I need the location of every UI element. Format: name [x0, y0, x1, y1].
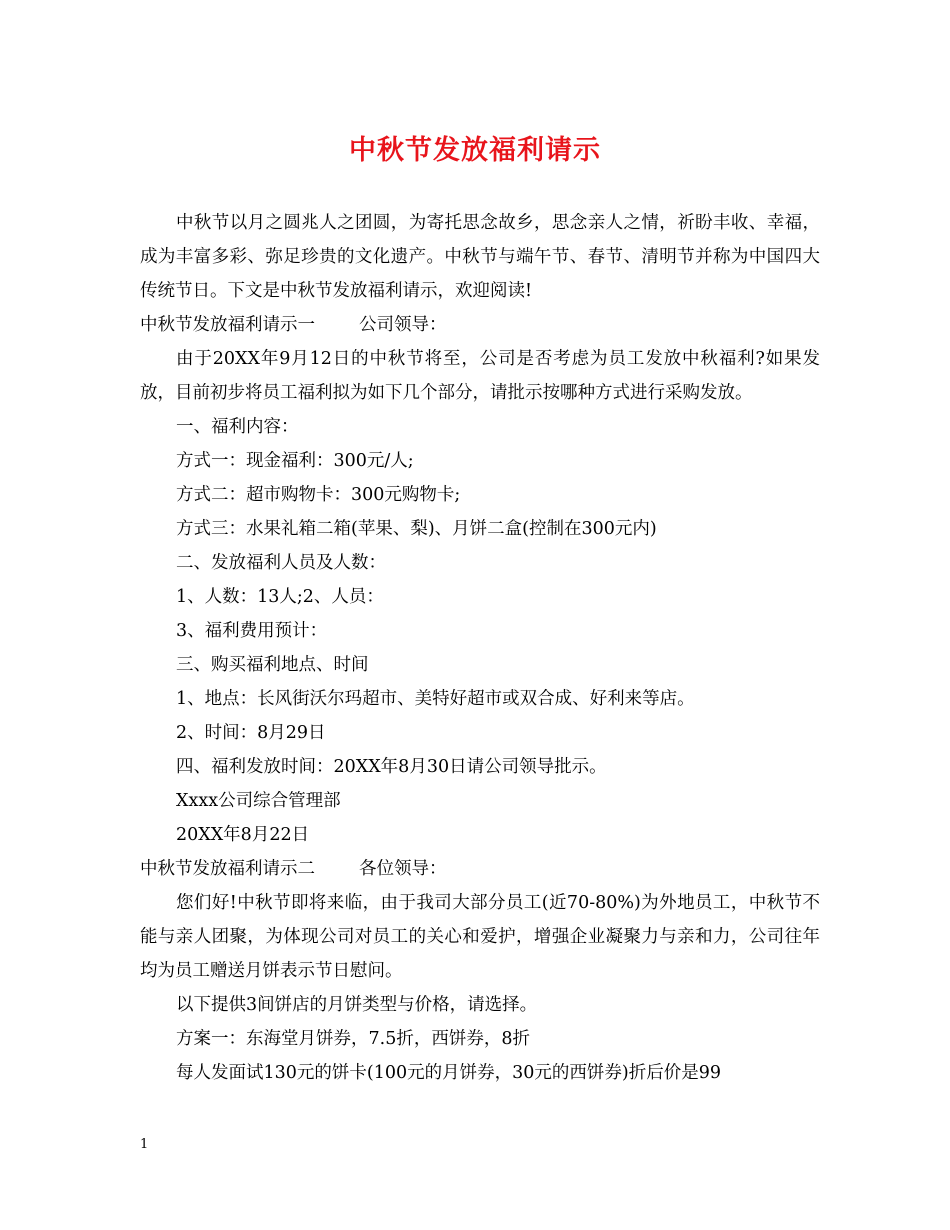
list-item: 二、发放福利人员及人数： [176, 553, 386, 573]
page-number: 1 [140, 1137, 149, 1152]
list-item: 一、福利内容： [176, 417, 299, 437]
section-1-heading-line [140, 308, 820, 342]
list-item: 四、福利发放时间：20XX年8月30日请公司领导批示。 [176, 757, 607, 777]
section-2-heading-line [140, 852, 820, 886]
section-2-heading: 中秋节发放福利请示二 [140, 859, 315, 879]
list-item: 三、购买福利地点、时间 [176, 655, 369, 675]
list-item: 以下提供3间饼店的月饼类型与价格，请选择。 [176, 995, 538, 1015]
section-1-salutation: 公司领导： [359, 315, 447, 335]
list-item: 1、地点：长风街沃尔玛超市、美特好超市或双合成、好利来等店。 [176, 689, 695, 709]
section-2-body: 您们好!中秋节即将来临，由于我司大部分员工(近70-80%)为外地员工，中秋节不能与亲人团聚，为体现公司对员工的关心和爱护，增强企业凝聚力与亲和力，公司往年均为员工赠送月饼表示节日慰问。 [140, 893, 820, 981]
section-1-body: 由于20XX年9月12日的中秋节将至，公司是否考虑为员工发放中秋福利?如果发放，目前初步将员工福利拟为如下几个部分，请批示按哪种方式进行采购发放。 [140, 349, 820, 403]
list-item: 每人发面试130元的饼卡(100元的月饼券，30元的西饼券)折后价是99 [176, 1063, 721, 1083]
section-2-salutation: 各位领导： [359, 859, 447, 879]
signature-department: Xxxx公司综合管理部 [176, 791, 341, 811]
list-item: 2、时间：8月29日 [176, 723, 326, 743]
section-1-heading: 中秋节发放福利请示一 [140, 315, 315, 335]
list-item: 方案一：东海堂月饼券，7.5折，西饼券，8折 [176, 1029, 530, 1049]
list-item: 1、人数：13人;2、人员： [176, 587, 384, 607]
list-item: 方式一：现金福利：300元/人; [176, 451, 414, 471]
document-body [140, 206, 820, 1090]
intro-paragraph: 中秋节以月之圆兆人之团圆，为寄托思念故乡，思念亲人之情，祈盼丰收、幸福，成为丰富多彩、弥足珍贵的文化遗产。中秋节与端午节、春节、清明节并称为中国四大传统节日。下文是中秋节发放福利请示，欢迎阅读! [140, 213, 820, 301]
document-title: 中秋节发放福利请示 [349, 135, 601, 166]
list-item: 方式三：水果礼箱二箱(苹果、梨)、月饼二盒(控制在300元内) [176, 519, 657, 539]
signature-date: 20XX年8月22日 [176, 825, 310, 845]
list-item: 方式二：超市购物卡：300元购物卡; [176, 485, 461, 505]
list-item: 3、福利费用预计： [176, 621, 328, 641]
